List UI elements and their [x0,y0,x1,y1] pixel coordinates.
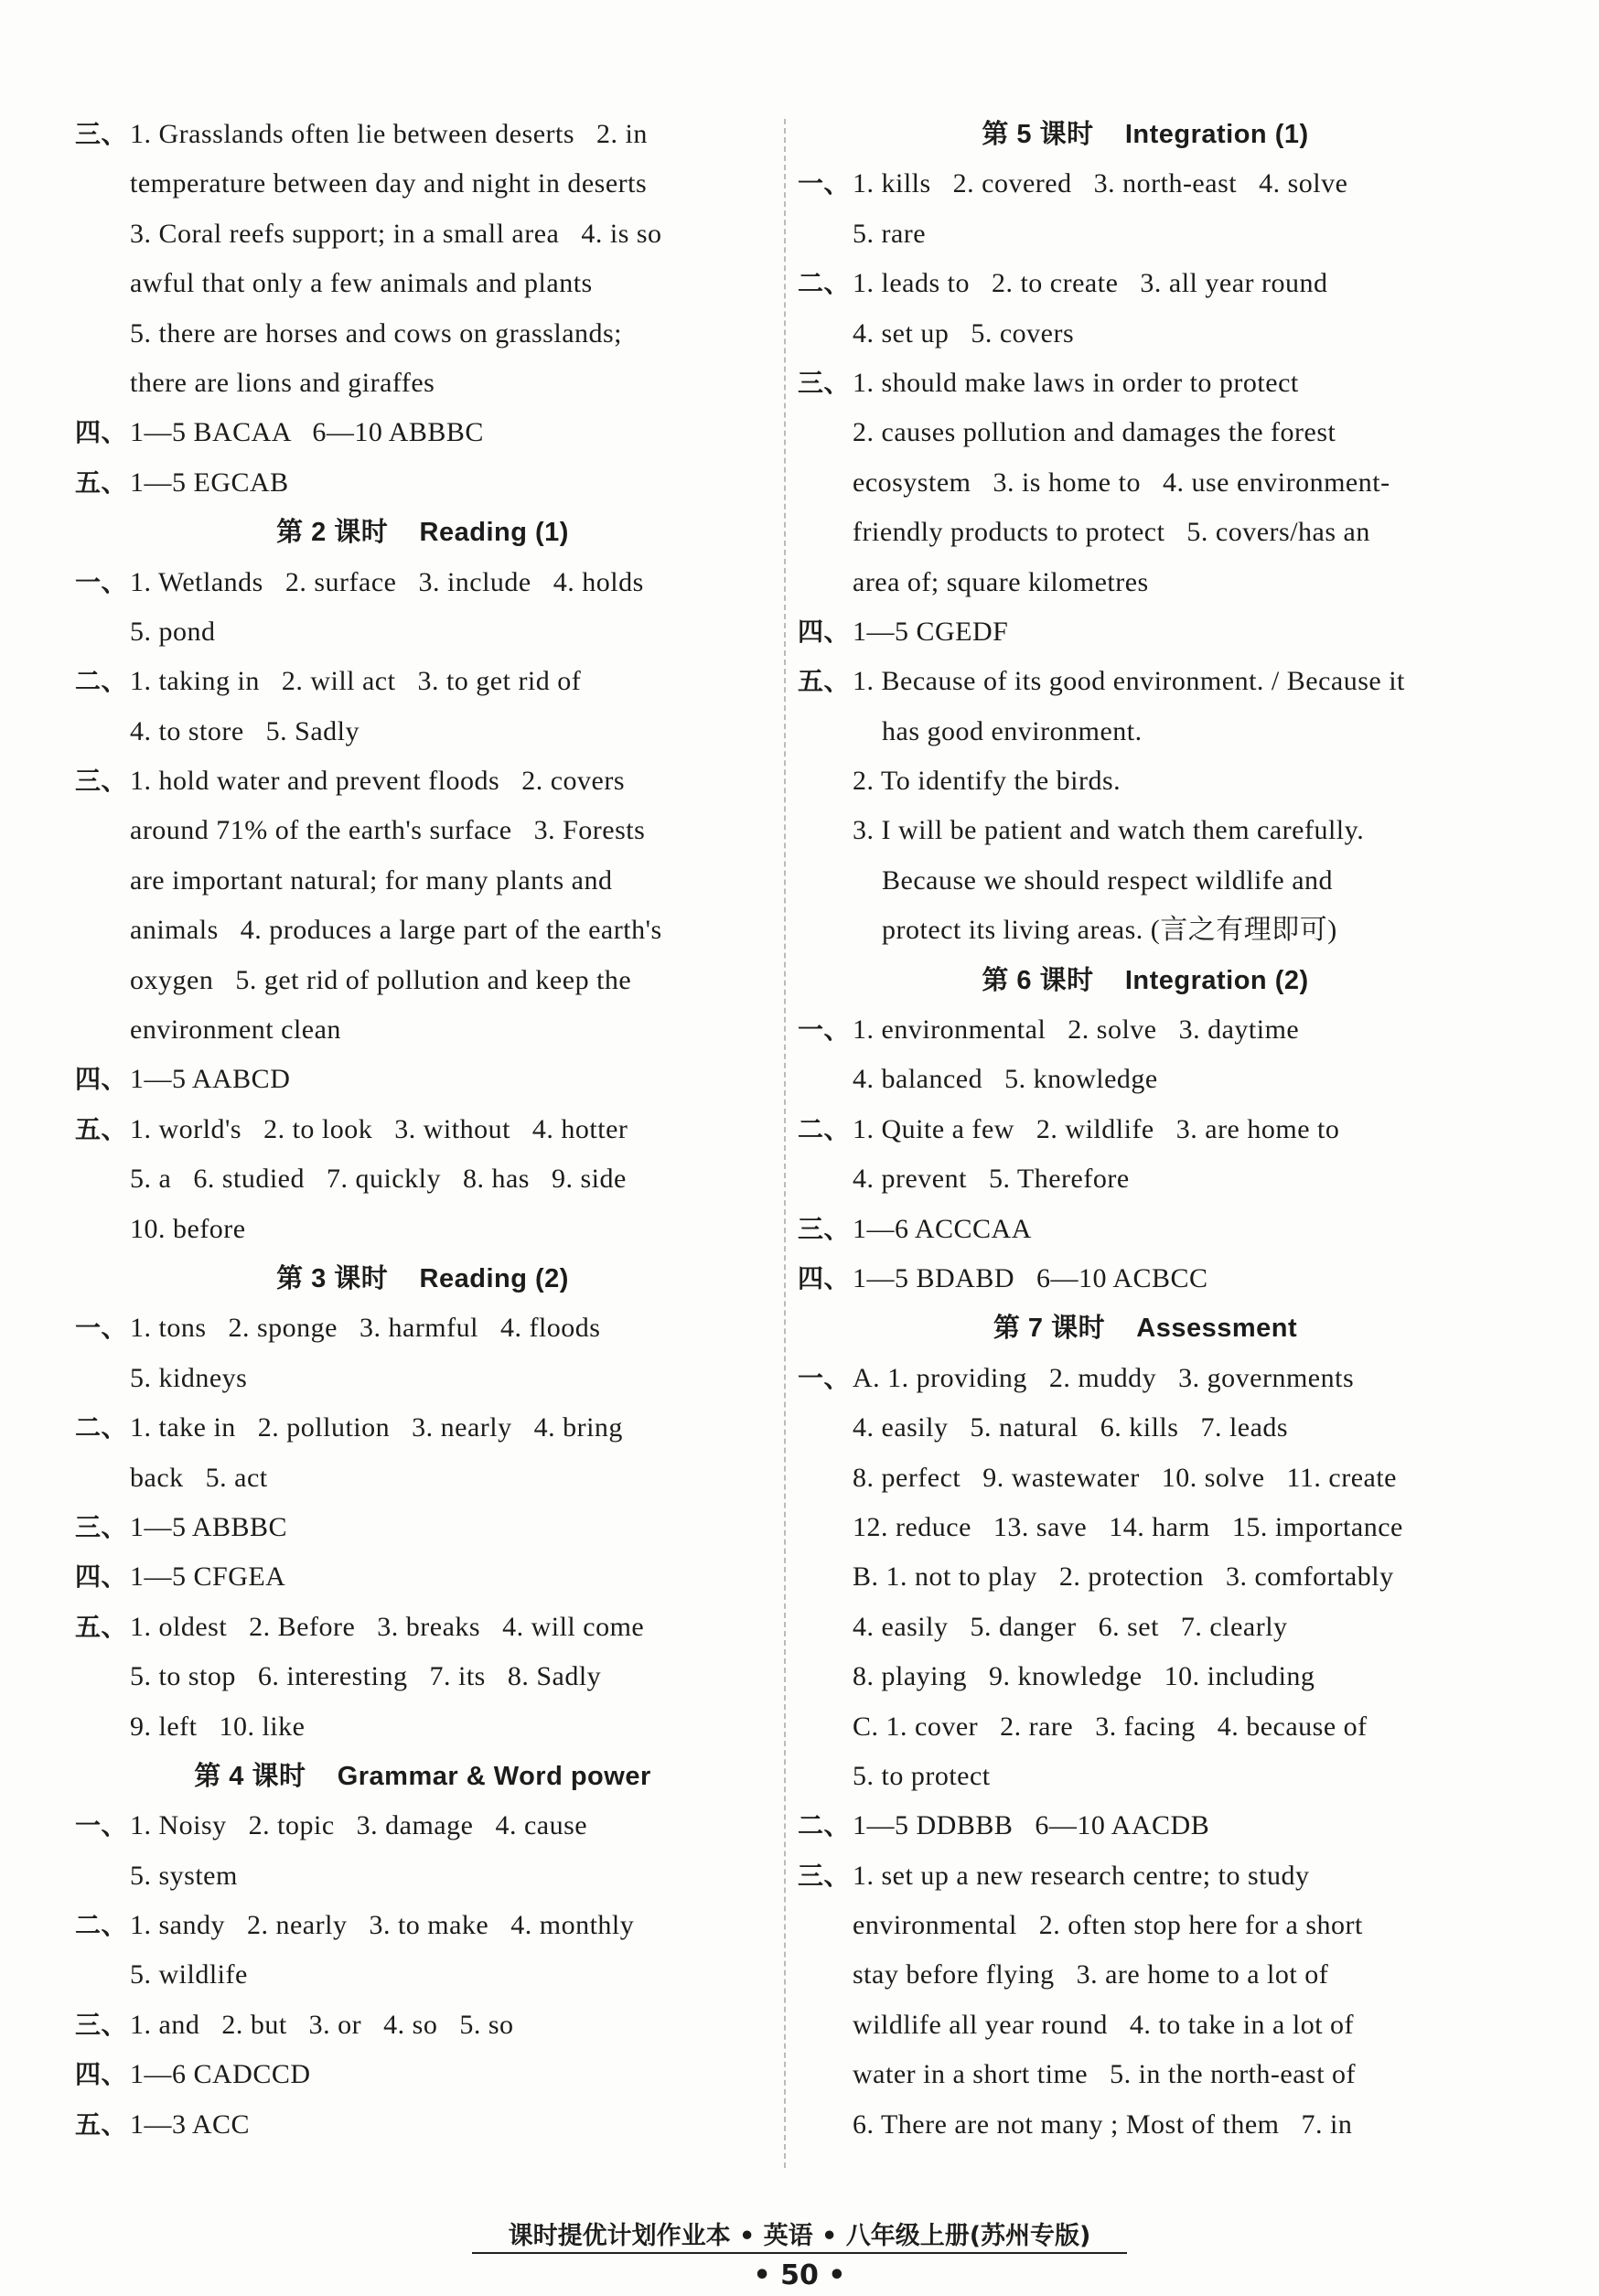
answer-continuation: 4. prevent 5. Therefore [853,1164,1130,1195]
section-header: 第 6 课时 Integration (2) [982,965,1309,995]
question-number: 五、 [75,1113,128,1144]
answer-line [798,259,1493,308]
answer-text: 1. world's 2. to look 3. without 4. hotter [130,1113,628,1144]
answer-continuation: 2. To identify the birds. [853,766,1121,797]
answer-text: 1. oldest 2. Before 3. breaks 4. will come [130,1611,645,1642]
answer-continuation: 5. to stop 6. interesting 7. its 8. Sadly [130,1661,602,1692]
answer-continuation: animals 4. produces a large part of the earth's [130,915,662,946]
answer-line [75,1304,770,1353]
answer-text: 1. set up a new research centre; to study [853,1860,1310,1891]
answer-text: 1—5 BACAA 6—10 ABBBC [130,417,484,448]
answer-continuation: 5. there are horses and cows on grasslands; [130,317,623,349]
answer-continuation: 6. There are not many ; Most of them 7. in [853,2108,1353,2140]
answer-line [75,2001,770,2050]
answer-line [75,558,770,607]
answer-line [798,607,1493,657]
question-number: 一、 [798,168,851,199]
answer-continuation: 5. to protect [853,1760,991,1791]
answer-continuation: there are lions and giraffes [130,367,435,398]
answer-text: 1. Wetlands 2. surface 3. include 4. holds [130,566,644,597]
question-number: 一、 [75,1810,128,1841]
section-header: 第 5 课时 Integration (1) [982,120,1309,149]
question-number: 二、 [75,666,128,697]
answer-continuation: 10. before [130,1213,246,1244]
answer-line [75,110,770,159]
question-number: 四、 [75,1561,128,1593]
left-column [75,110,770,2150]
answer-text: A. 1. providing 2. muddy 3. governments [853,1362,1355,1393]
answer-text: 1. sandy 2. nearly 3. to make 4. monthly [130,1910,635,1941]
footer-rule [472,2252,1127,2254]
question-number: 三、 [75,766,128,797]
answer-line [75,657,770,706]
answer-text: 1. should make laws in order to protect [853,367,1299,398]
answer-line [75,1105,770,1154]
question-number: 五、 [75,467,128,498]
answer-line [75,1552,770,1602]
answer-continuation: temperature between day and night in deserts [130,168,648,199]
answer-line [75,1603,770,1652]
answer-continuation: environmental 2. often stop here for a short [853,1910,1363,1941]
question-number: 三、 [798,367,851,398]
answer-continuation: Because we should respect wildlife and [853,864,1334,896]
answer-line [798,1801,1493,1851]
answer-continuation: area of; square kilometres [853,566,1149,597]
answer-text: 1. and 2. but 3. or 4. so 5. so [130,2009,514,2040]
answer-continuation: has good environment. [853,715,1143,746]
answer-line [75,408,770,457]
answer-line [75,1901,770,1950]
answer-continuation: C. 1. cover 2. rare 3. facing 4. because of [853,1711,1368,1742]
question-number: 一、 [75,566,128,597]
answer-text: 1. environmental 2. solve 3. daytime [853,1014,1300,1046]
answer-line [798,1005,1493,1055]
answer-text: 1—3 ACC [130,2108,251,2140]
answer-continuation: water in a short time 5. in the north-east of [853,2059,1357,2090]
answer-text: 1—5 ABBBC [130,1511,288,1542]
answer-continuation: 5. pond [130,616,216,647]
question-number: 四、 [75,2059,128,2090]
question-number: 一、 [798,1362,851,1393]
footer-title: 课时提优计划作业本 • 英语 • 八年级上册(苏州专版) [508,2222,1091,2250]
answer-line [75,2100,770,2150]
answer-continuation: 4. set up 5. covers [853,317,1075,349]
question-number: 三、 [75,119,128,149]
answer-line [798,1851,1493,1901]
answer-continuation: oxygen 5. get rid of pollution and keep the [130,964,632,995]
answer-line [75,756,770,806]
question-number: 二、 [798,268,851,299]
page-number: • 50 • [753,2259,846,2291]
section-header: 第 7 课时 Assessment [993,1314,1298,1344]
section-header: 第 2 课时 Reading (1) [276,518,569,548]
answer-text: 1. Noisy 2. topic 3. damage 4. cause [130,1810,588,1841]
answer-text: 1—6 CADCCD [130,2059,311,2090]
answer-line [798,1254,1493,1304]
question-number: 三、 [798,1860,851,1891]
answer-text: 1—5 BDABD 6—10 ACBCC [853,1262,1208,1293]
answer-line [798,1205,1493,1254]
section-header: 第 4 课时 Grammar & Word power [194,1761,651,1791]
answer-continuation: protect its living areas. (言之有理即可) [853,915,1337,946]
answer-line [798,1354,1493,1403]
answer-line [75,458,770,508]
answer-line [798,1105,1493,1154]
question-number: 三、 [75,1511,128,1542]
answer-line [75,1801,770,1851]
answer-continuation: 8. playing 9. knowledge 10. including [853,1661,1315,1692]
question-number: 二、 [75,1412,128,1443]
answer-continuation: 8. perfect 9. wastewater 10. solve 11. create [853,1462,1397,1493]
answer-continuation: 9. left 10. like [130,1711,306,1742]
answer-continuation: 4. balanced 5. knowledge [853,1064,1158,1095]
answer-text: 1. Quite a few 2. wildlife 3. are home to [853,1113,1340,1144]
question-number: 五、 [75,1611,128,1642]
answer-text: 1. taking in 2. will act 3. to get rid of [130,666,582,697]
section-header: 第 3 课时 Reading (2) [276,1263,569,1293]
answer-line [75,1503,770,1552]
answer-continuation: environment clean [130,1014,341,1046]
question-number: 四、 [798,1262,851,1293]
question-number: 五、 [798,666,851,697]
answer-continuation: 5. wildlife [130,1959,248,1990]
answer-line [75,2050,770,2099]
answer-line [798,359,1493,408]
right-column [798,110,1493,2150]
answer-continuation: awful that only a few animals and plants [130,268,593,299]
answer-continuation: 12. reduce 13. save 14. harm 15. importance [853,1511,1403,1542]
answer-continuation: 4. to store 5. Sadly [130,715,360,746]
column-divider [784,119,786,2168]
answer-continuation: B. 1. not to play 2. protection 3. comfortably [853,1561,1394,1593]
answer-text: 1. leads to 2. to create 3. all year round [853,268,1328,299]
answer-continuation: wildlife all year round 4. to take in a lot of [853,2009,1355,2040]
answer-continuation: 4. easily 5. natural 6. kills 7. leads [853,1412,1289,1443]
question-number: 二、 [798,1810,851,1841]
question-number: 三、 [75,2009,128,2040]
answer-continuation: ecosystem 3. is home to 4. use environment- [853,467,1390,498]
answer-continuation: 4. easily 5. danger 6. set 7. clearly [853,1611,1288,1642]
answer-continuation: stay before flying 3. are home to a lot of [853,1959,1329,1990]
answer-continuation: 5. system [130,1860,238,1891]
answer-continuation: friendly products to protect 5. covers/has an [853,517,1370,548]
answer-text: 1. Grasslands often lie between deserts 2. in [130,119,648,149]
question-number: 一、 [75,1313,128,1344]
answer-continuation: around 71% of the earth's surface 3. Forests [130,815,646,846]
answer-line [798,657,1493,706]
answer-continuation: 5. a 6. studied 7. quickly 8. has 9. side [130,1164,627,1195]
answer-text: 1. kills 2. covered 3. north-east 4. solve [853,168,1348,199]
question-number: 二、 [798,1113,851,1144]
answer-text: 1. take in 2. pollution 3. nearly 4. bring [130,1412,623,1443]
question-number: 一、 [798,1014,851,1046]
answer-line [75,1403,770,1453]
question-number: 五、 [75,2108,128,2140]
answer-line [75,1055,770,1104]
answer-continuation: are important natural; for many plants and [130,864,613,896]
answer-text: 1—5 AABCD [130,1064,291,1095]
answer-continuation: back 5. act [130,1462,268,1493]
question-number: 四、 [798,616,851,647]
answer-text: 1—5 CFGEA [130,1561,286,1593]
answer-line [798,159,1493,209]
answer-text: 1. Because of its good environment. / Because it [853,666,1405,697]
answer-text: 1—5 CGEDF [853,616,1009,647]
question-number: 三、 [798,1213,851,1244]
answer-continuation: 5. kidneys [130,1362,248,1393]
question-number: 二、 [75,1910,128,1941]
answer-text: 1—5 EGCAB [130,467,289,498]
answer-text: 1. tons 2. sponge 3. harmful 4. floods [130,1313,601,1344]
answer-text: 1—6 ACCCAA [853,1213,1032,1244]
answer-continuation: 2. causes pollution and damages the forest [853,417,1336,448]
question-number: 四、 [75,417,128,448]
answer-text: 1—5 DDBBB 6—10 AACDB [853,1810,1210,1841]
answer-text: 1. hold water and prevent floods 2. covers [130,766,626,797]
question-number: 四、 [75,1064,128,1095]
answer-continuation: 5. rare [853,218,927,249]
answer-continuation: 3. I will be patient and watch them carefully. [853,815,1365,846]
answer-continuation: 3. Coral reefs support; in a small area 4. is so [130,218,662,249]
